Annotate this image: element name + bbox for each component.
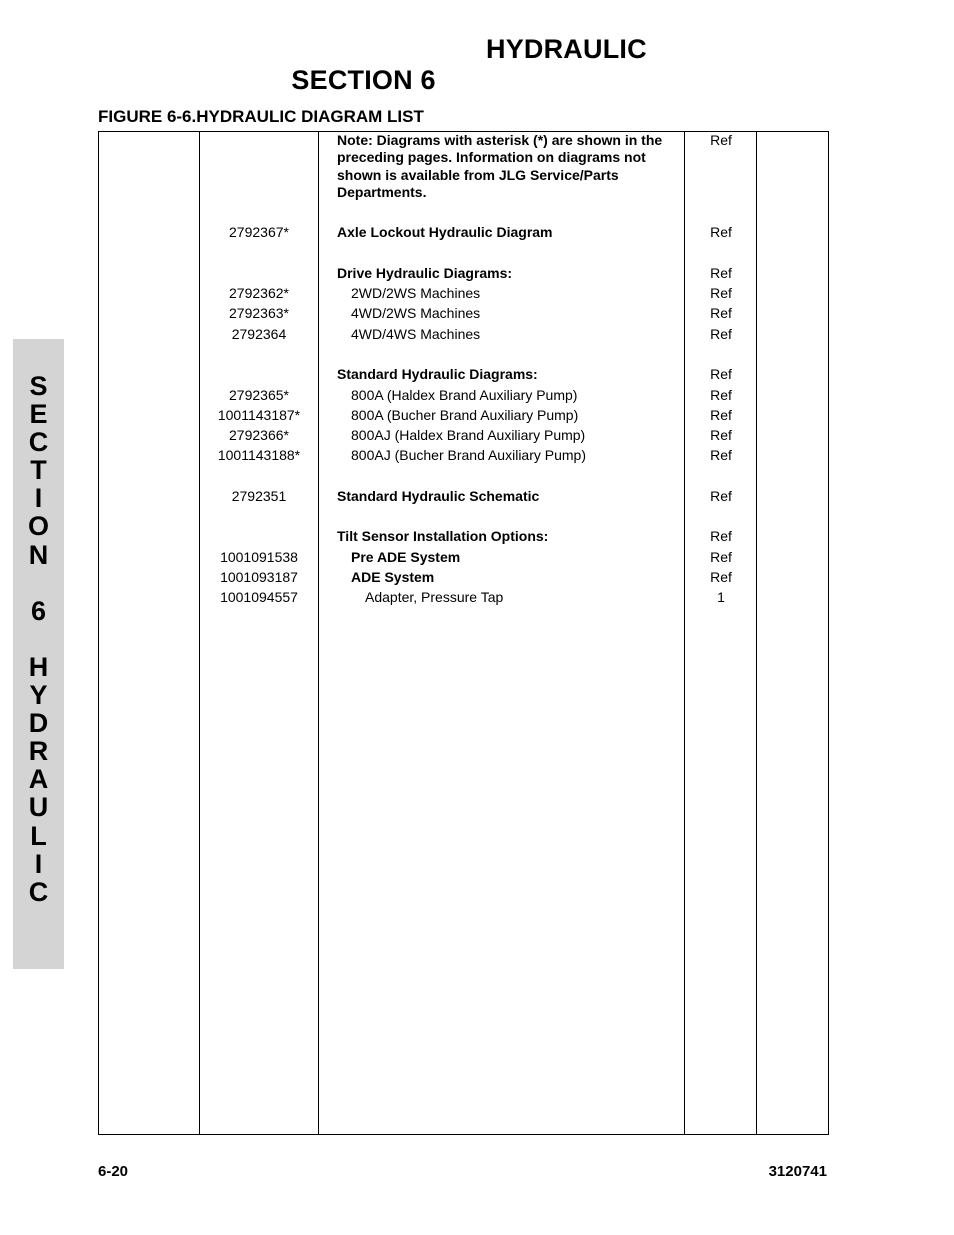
part-number: 2792351 bbox=[231, 488, 287, 504]
section-label: SECTION 6 bbox=[291, 65, 436, 95]
description: ADE System bbox=[351, 569, 435, 585]
side-tab-letter: C bbox=[28, 876, 49, 907]
quantity: Ref bbox=[710, 265, 732, 281]
column-divider bbox=[199, 132, 200, 1134]
quantity: Ref bbox=[710, 326, 732, 342]
description: 2WD/2WS Machines bbox=[351, 285, 481, 301]
description: Standard Hydraulic Schematic bbox=[337, 488, 540, 504]
part-number: 2792362* bbox=[229, 285, 289, 301]
quantity: Ref bbox=[710, 569, 732, 585]
side-tab-letter: T bbox=[30, 455, 47, 486]
quantity: Ref bbox=[710, 549, 732, 565]
side-tab-letter: I bbox=[34, 483, 43, 514]
description: 800A (Bucher Brand Auxiliary Pump) bbox=[351, 407, 579, 423]
quantity: Ref bbox=[710, 387, 732, 403]
side-tab-letter: E bbox=[29, 399, 48, 430]
side-tab-letter: 6 bbox=[30, 595, 47, 626]
side-tab-letter bbox=[13, 625, 64, 653]
column-divider bbox=[684, 132, 685, 1134]
side-tab-letter: C bbox=[28, 427, 49, 458]
quantity: Ref bbox=[710, 224, 732, 240]
quantity: Ref bbox=[710, 447, 732, 463]
description: Tilt Sensor Installation Options: bbox=[337, 528, 549, 544]
column-divider bbox=[756, 132, 757, 1134]
part-number: 2792363* bbox=[229, 305, 289, 321]
side-tab-letter: U bbox=[28, 792, 49, 823]
part-number: 2792364 bbox=[231, 326, 287, 342]
part-number: 2792366* bbox=[229, 427, 289, 443]
side-tab-letter: Y bbox=[29, 680, 48, 711]
note-text: Note: Diagrams with asterisk (*) are shown in the preceding pages. Information on diagrams not shown is available from JLG Service/Parts Departments. bbox=[337, 132, 663, 200]
part-number: 1001143187* bbox=[217, 407, 301, 423]
side-tab-letter: N bbox=[28, 539, 49, 570]
side-tab-letter: D bbox=[28, 708, 49, 739]
side-tab-letter: I bbox=[34, 848, 43, 879]
quantity: Ref bbox=[710, 427, 732, 443]
parts-table bbox=[98, 131, 829, 1135]
part-number: 1001094557 bbox=[220, 589, 298, 605]
side-tab-letter bbox=[13, 569, 64, 597]
description: Adapter, Pressure Tap bbox=[365, 589, 504, 605]
column-divider bbox=[318, 132, 319, 1134]
figure-title: FIGURE 6-6.HYDRAULIC DIAGRAM LIST bbox=[98, 107, 424, 126]
description: Standard Hydraulic Diagrams: bbox=[337, 366, 538, 382]
document-number: 3120741 bbox=[768, 1163, 827, 1180]
quantity: 1 bbox=[717, 589, 725, 605]
quantity: Ref bbox=[710, 305, 732, 321]
quantity: Ref bbox=[710, 528, 732, 544]
section-title: HYDRAULIC bbox=[486, 34, 647, 64]
section-side-tab bbox=[13, 339, 64, 969]
side-tab-letter: S bbox=[29, 371, 48, 401]
description: Axle Lockout Hydraulic Diagram bbox=[337, 224, 553, 240]
quantity: Ref bbox=[710, 366, 732, 382]
quantity: Ref bbox=[710, 488, 732, 504]
side-tab-letter: H bbox=[28, 651, 49, 682]
description: 800AJ (Bucher Brand Auxiliary Pump) bbox=[351, 447, 586, 463]
part-number: 1001143188* bbox=[217, 447, 301, 463]
quantity: Ref bbox=[710, 285, 732, 301]
description: Drive Hydraulic Diagrams: bbox=[337, 265, 513, 281]
page-number: 6-20 bbox=[98, 1163, 129, 1180]
description: 4WD/2WS Machines bbox=[351, 305, 481, 321]
side-tab-letter: R bbox=[28, 736, 49, 767]
description: 800AJ (Haldex Brand Auxiliary Pump) bbox=[351, 427, 586, 443]
side-tab-letter: L bbox=[30, 820, 47, 851]
part-number: 2792365* bbox=[229, 387, 289, 403]
quantity: Ref bbox=[710, 407, 732, 423]
part-number: 1001093187 bbox=[220, 569, 298, 585]
description: 4WD/4WS Machines bbox=[351, 326, 481, 342]
side-tab-letter: A bbox=[28, 764, 49, 795]
side-tab-letters bbox=[13, 372, 64, 906]
side-tab-letter: O bbox=[27, 511, 49, 542]
description: Pre ADE System bbox=[351, 549, 461, 565]
part-number: 2792367* bbox=[229, 224, 289, 240]
part-number: 1001091538 bbox=[220, 549, 298, 565]
description: 800A (Haldex Brand Auxiliary Pump) bbox=[351, 387, 578, 403]
note-qty: Ref bbox=[710, 132, 732, 148]
